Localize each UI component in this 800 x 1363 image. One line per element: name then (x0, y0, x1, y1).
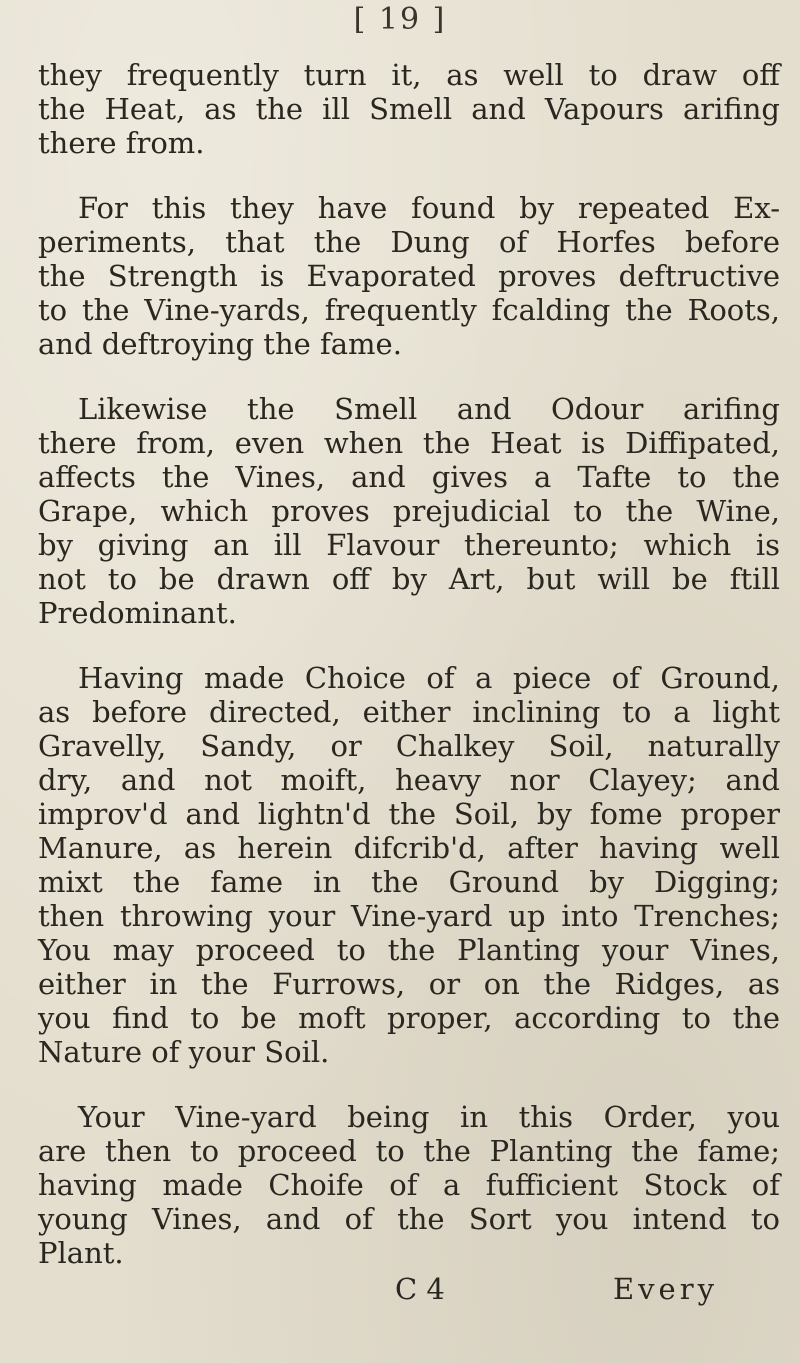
text-line: either in the Furrows, or on the Ridges, as (38, 967, 780, 1001)
text-line: then throwing your Vine-yard up into Trenches; (38, 899, 780, 933)
paragraph (38, 58, 780, 160)
text-line: not to be drawn off by Art, but will be ftill (38, 562, 780, 596)
text-line: by giving an ill Flavour thereunto; which is (38, 528, 780, 562)
text-line: periments, that the Dung of Horfes before (38, 225, 780, 259)
paragraph (38, 1100, 780, 1270)
text-line: Likewise the Smell and Odour arifing (78, 392, 780, 426)
text-line: Grape, which proves prejudicial to the Wine, (38, 494, 780, 528)
text-line: mixt the fame in the Ground by Digging; (38, 865, 780, 899)
text-line: and deftroying the fame. (38, 327, 402, 361)
text-line: they frequently turn it, as well to draw off (38, 58, 780, 92)
text-line: there from. (38, 126, 205, 160)
text-line: as before directed, either inclining to a light (38, 695, 780, 729)
text-line: the Strength is Evaporated proves deftructive (38, 259, 780, 293)
paragraph (38, 392, 780, 630)
text-line: to the Vine-yards, frequently fcalding the Roots, (38, 293, 780, 327)
page-number: [ 19 ] (353, 2, 447, 37)
text-line: young Vines, and of the Sort you intend to (38, 1202, 780, 1236)
paragraph (38, 191, 780, 361)
text-line: For this they have found by repeated Ex- (78, 191, 780, 225)
catchword: Every (613, 1272, 718, 1306)
text-line: Your Vine-yard being in this Order, you (78, 1100, 780, 1134)
text-line: having made Choife of a fufficient Stock of (38, 1168, 780, 1202)
text-line: affects the Vines, and gives a Tafte to the (38, 460, 780, 494)
text-line: improv'd and lightn'd the Soil, by fome proper (38, 797, 780, 831)
text-line: Plant. (38, 1236, 124, 1270)
text-line: you find to be moft proper, according to the (38, 1001, 780, 1035)
body-text (38, 58, 780, 1301)
signature-mark: C 4 (395, 1272, 445, 1306)
paragraph (38, 661, 780, 1069)
text-line: Nature of your Soil. (38, 1035, 330, 1069)
text-line: are then to proceed to the Planting the fame; (38, 1134, 780, 1168)
text-line: Gravelly, Sandy, or Chalkey Soil, naturally (38, 729, 780, 763)
text-line: dry, and not moift, heavy nor Clayey; and (38, 763, 780, 797)
text-line: You may proceed to the Planting your Vines, (38, 933, 780, 967)
text-line: Manure, as herein difcrib'd, after having well (38, 831, 780, 865)
text-line: Having made Choice of a piece of Ground, (78, 661, 780, 695)
text-line: the Heat, as the ill Smell and Vapours arifing (38, 92, 780, 126)
text-line: Predominant. (38, 596, 237, 630)
text-line: there from, even when the Heat is Diffipated, (38, 426, 780, 460)
page-footer (0, 1272, 800, 1322)
